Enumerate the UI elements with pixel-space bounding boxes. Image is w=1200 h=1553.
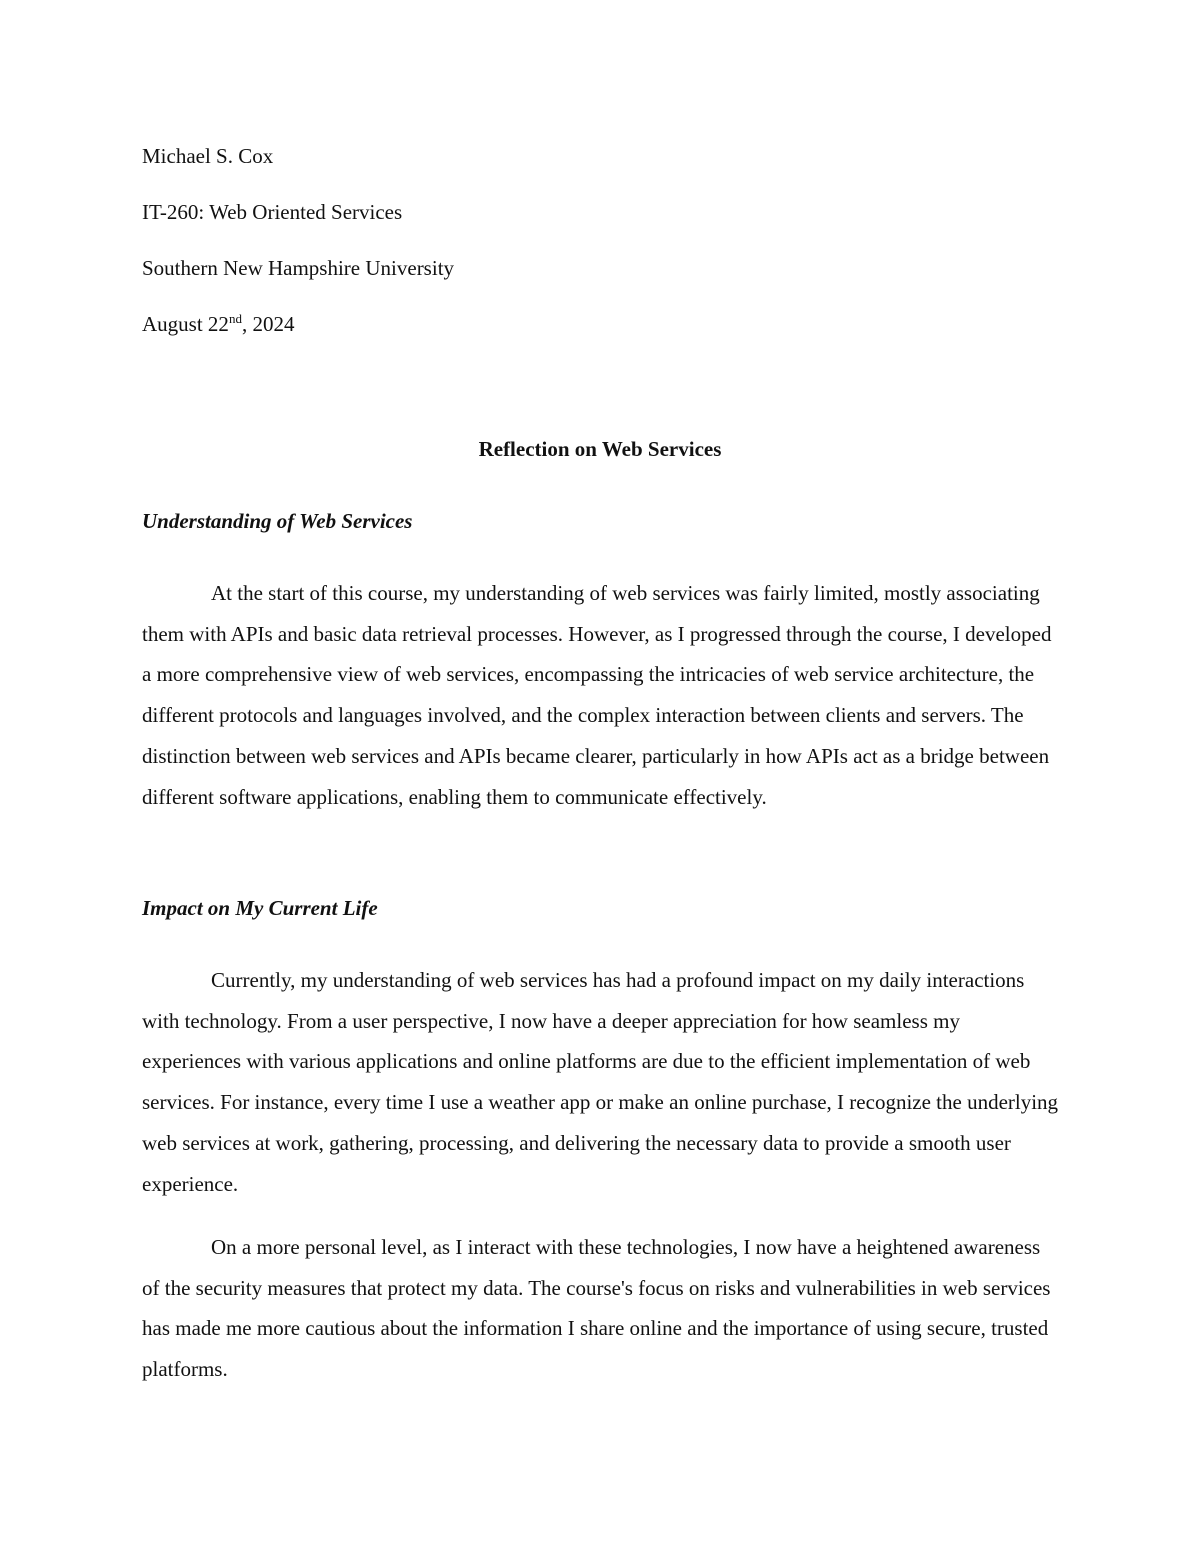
- paragraph-impact-1: Currently, my understanding of web services has had a profound impact on my daily interactions with technology. From a user perspective, I now have a deeper appreciation for how seamless my experiences with various applications and online platforms are due to the efficient implementation of web services. For instance, every time I use a weather app or make an online purchase, I recognize the underlying web services at work, gathering, processing, and delivering the necessary data to provide a smooth user experience.: [142, 968, 1059, 1196]
- section-heading-impact: Impact on My Current Life: [142, 896, 378, 920]
- date-year: , 2024: [241, 312, 295, 336]
- course-name: IT-260: Web Oriented Services: [142, 200, 403, 224]
- section-heading-understanding: Understanding of Web Services: [142, 509, 413, 533]
- author-name: Michael S. Cox: [142, 144, 274, 168]
- date-ordinal-suffix: nd: [228, 311, 242, 326]
- paragraph-understanding: At the start of this course, my understanding of web services was fairly limited, mostly associating them with APIs and basic data retrieval processes. However, as I progressed through the course, I developed a more comprehensive view of web services, encompassing the intricacies of web service architecture, the different protocols and languages involved, and the complex interaction between clients and servers. The distinction between web services and APIs became clearer, particularly in how APIs act as a bridge between different software applications, enabling them to communicate effectively.: [142, 581, 1052, 809]
- document-date: [142, 312, 294, 336]
- document-title: Reflection on Web Services: [478, 437, 722, 461]
- institution-name: Southern New Hampshire University: [142, 256, 455, 280]
- paragraph-impact-2: On a more personal level, as I interact with these technologies, I now have a heightened awareness of the security measures that protect my data. The course's focus on risks and vulnerabilities in web services has made me more cautious about the information I share online and the importance of using secure, trusted platforms.: [142, 1235, 1051, 1382]
- date-prefix: August 22: [142, 312, 229, 336]
